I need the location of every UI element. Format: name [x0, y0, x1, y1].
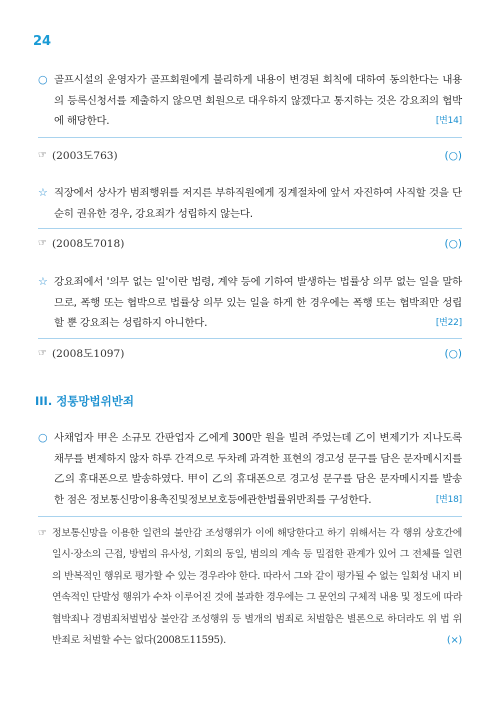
- exam-tag: [변18]: [435, 494, 462, 505]
- question-text: 직장에서 상사가 범죄행위를 저지른 부하직원에게 징계절차에 앞서 자진하여 사직할 것을 단순히 권유한 경우, 강요죄가 성립하지 않는다.: [54, 187, 462, 220]
- exam-tag: [변22]: [435, 318, 462, 329]
- explanation-text: 정보통신망을 이용한 일련의 불안감 조성행위가 이에 해당한다고 하기 위해서는 각 행위 상호간에 일시·장소의 근접, 방법의 유사성, 기회의 동일, 범의의 계속 등 밀접한 관계가 있어 그 전체를 일련의 반복적인 행위로 평가할 수 있는 경우라야 한다. 따라서 그와 같이 평가될 수 없는 일회성 내지 비연속적인 단발성 행위가 수차 이루어진 것에 불과한 경우에는 그 문언의 구체적 내용 및 정도에 따라 협박죄나 경범죄처벌법상 불안감 조성행위 등 별개의 범죄로 처벌함은 별론으로 하더라도 위 법 위반죄로 처벌할 수는 없다(2008도11595).: [52, 528, 462, 647]
- circle-marker-icon: ○: [38, 431, 48, 444]
- case-reference: (2003도763): [52, 150, 118, 162]
- case-reference: (2008도7018): [52, 238, 125, 250]
- answer-row-3: [38, 346, 462, 362]
- circle-marker-icon: ○: [38, 73, 48, 86]
- question-item-4: [38, 428, 462, 510]
- answer-result: (○): [444, 348, 462, 360]
- divider: [38, 338, 462, 339]
- answer-result: (○): [444, 238, 462, 250]
- pointing-hand-icon: ☞: [38, 348, 47, 359]
- question-item-3: [38, 272, 462, 334]
- answer-row-1: [38, 148, 462, 164]
- divider: [38, 137, 462, 138]
- divider: [38, 228, 462, 229]
- exam-tag: [변14]: [435, 116, 462, 127]
- star-marker-icon: ☆: [38, 186, 48, 199]
- question-text: 사채업자 甲은 소규모 간판업자 乙에게 300만 원을 빌려 주었는데 乙이 변제기가 지나도록 채무를 변제하지 않자 하루 간격으로 두차례 과격한 표현의 경고성 문구를 담은 문자메시지를 乙의 휴대폰으로 발송하였다. 甲이 乙의 휴대폰으로 경고성 문구를 담은 문자메시지를 발송한 점은 정보통신망이용촉진및정보보호등에관한법률위반죄를 구성한다.: [54, 432, 462, 506]
- answer-row-2: [38, 236, 462, 252]
- question-item-1: [38, 70, 462, 132]
- question-text: 강요죄에서 '의무 없는 일'이란 법령, 계약 등에 기하여 발생하는 법률상 의무 없는 일을 말하므로, 폭행 또는 협박으로 법률상 의무 있는 일을 하게 한 경우에는 폭행 또는 협박죄만 성립할 뿐 강요죄는 성립하지 아니한다.: [54, 276, 462, 330]
- answer-result: (×): [446, 635, 462, 647]
- question-item-2: [38, 183, 462, 224]
- section-heading: III. 정통망법위반죄: [35, 394, 134, 408]
- divider: [38, 516, 462, 517]
- pointing-hand-icon: ☞: [38, 528, 47, 539]
- answer-result: (○): [444, 150, 462, 162]
- question-text: 골프시설의 운영자가 골프회원에게 불리하게 내용이 변경된 회칙에 대하여 동의한다는 내용의 등록신청서를 제출하지 않으면 회원으로 대우하지 않겠다고 통지하는 것은 강요죄의 협박에 해당한다.: [54, 74, 462, 128]
- case-reference: (2008도1097): [52, 348, 125, 360]
- page-number: 24: [33, 34, 52, 49]
- explanation-block: [38, 523, 462, 651]
- star-marker-icon: ☆: [38, 275, 48, 288]
- pointing-hand-icon: ☞: [38, 238, 47, 249]
- pointing-hand-icon: ☞: [38, 150, 47, 161]
